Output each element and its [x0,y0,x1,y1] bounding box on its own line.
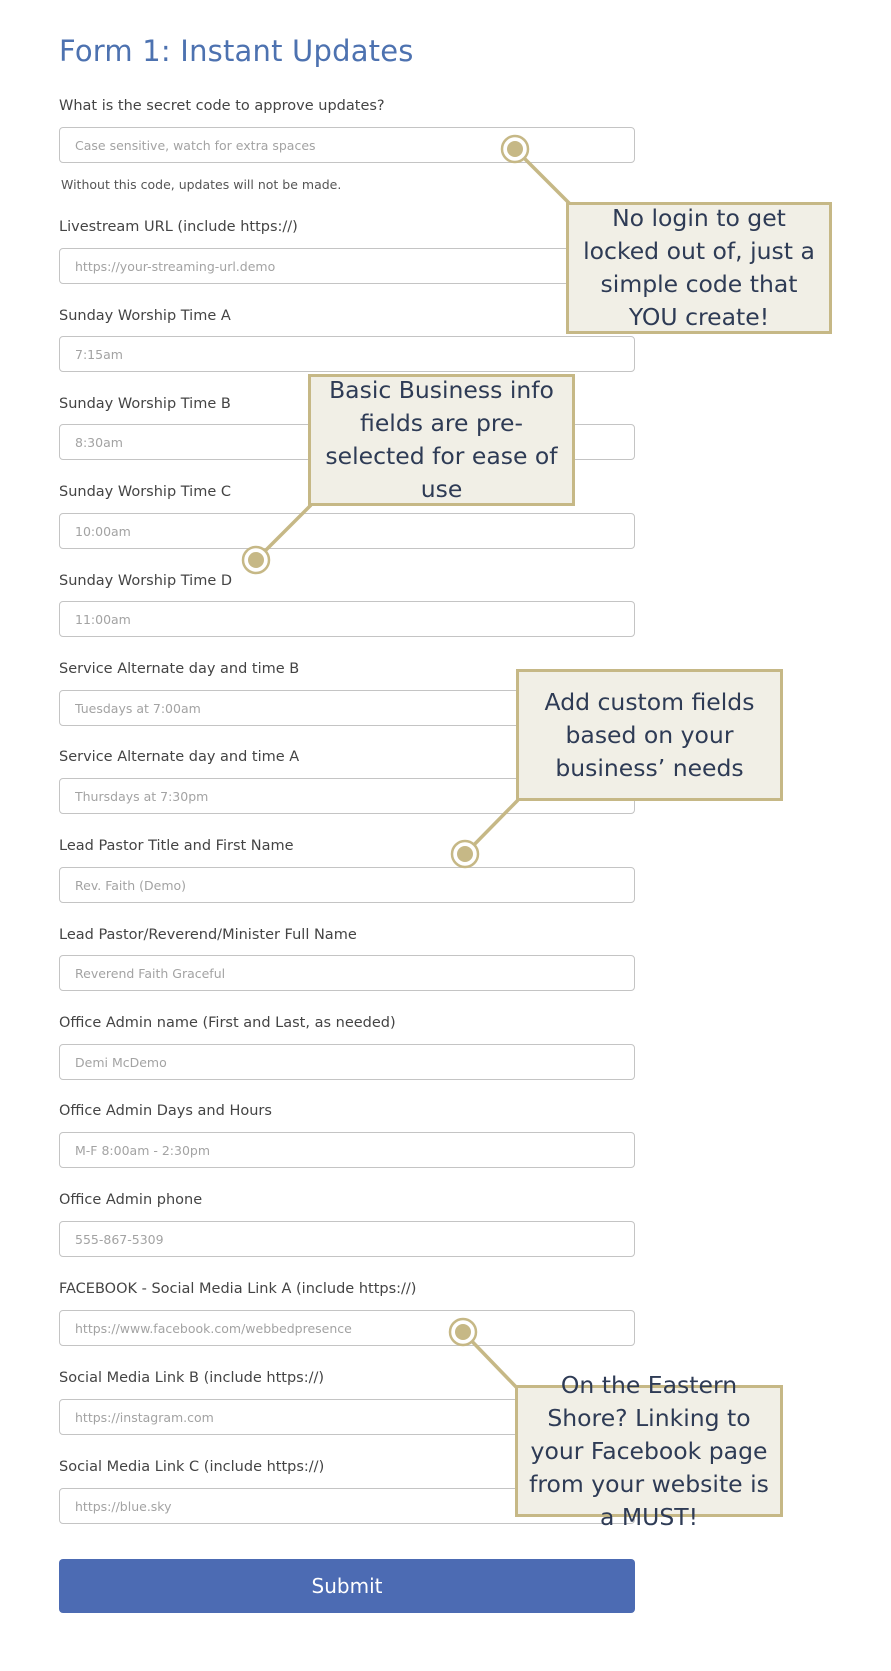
sunday-time-c-label: Sunday Worship Time C [59,484,231,500]
marker-dot-2 [243,547,269,573]
marker-dot-3 [452,841,478,867]
sunday-time-d-input[interactable] [59,601,635,637]
pastor-full-name-input[interactable] [59,955,635,991]
sunday-time-d-label: Sunday Worship Time D [59,573,233,589]
office-admin-phone-label: Office Admin phone [59,1192,203,1208]
service-alt-b-label: Service Alternate day and time B [59,661,300,677]
form-title: Form 1: Instant Updates [59,34,414,68]
pastor-title-label: Lead Pastor Title and First Name [59,838,294,854]
social-link-c-label: Social Media Link C (include https://) [59,1459,325,1475]
annotation-custom-fields [516,669,783,801]
service-alt-a-label: Service Alternate day and time A [59,749,300,765]
social-link-b-label: Social Media Link B (include https://) [59,1370,325,1386]
secret-code-label: What is the secret code to approve updates? [59,98,385,114]
annotation-secret-code-text: No login to get locked out of, just a simple code that YOU create! [583,204,815,331]
pastor-full-name-label: Lead Pastor/Reverend/Minister Full Name [59,927,357,943]
annotation-facebook-text: On the Eastern Shore? Linking to your Facebook page from your website is a MUST! [529,1370,769,1531]
sunday-time-a-label: Sunday Worship Time A [59,308,231,324]
livestream-url-label: Livestream URL (include https://) [59,219,298,235]
facebook-link-label: FACEBOOK - Social Media Link A (include https://) [59,1281,417,1297]
annotation-basic-info-text: Basic Business info fields are pre-selected for ease of use [325,376,558,503]
sunday-time-b-label: Sunday Worship Time B [59,396,231,412]
annotation-secret-code [566,202,832,334]
annotation-custom-fields-text: Add custom fields based on your business’ needs [544,687,755,782]
pastor-title-input[interactable] [59,867,635,903]
office-admin-name-label: Office Admin name (First and Last, as needed) [59,1015,396,1031]
secret-code-helper-text: Without this code, updates will not be made. [61,177,342,192]
sunday-time-c-input[interactable] [59,513,635,549]
submit-button[interactable]: Submit [59,1559,635,1613]
livestream-url-input[interactable] [59,248,635,284]
office-admin-phone-input[interactable] [59,1221,635,1257]
sunday-time-a-input[interactable] [59,336,635,372]
office-admin-hours-label: Office Admin Days and Hours [59,1103,272,1119]
office-admin-hours-input[interactable] [59,1132,635,1168]
office-admin-name-input[interactable] [59,1044,635,1080]
annotation-basic-info [308,374,575,506]
annotation-facebook [515,1370,783,1531]
secret-code-input[interactable] [59,127,635,163]
facebook-link-input[interactable] [59,1310,635,1346]
